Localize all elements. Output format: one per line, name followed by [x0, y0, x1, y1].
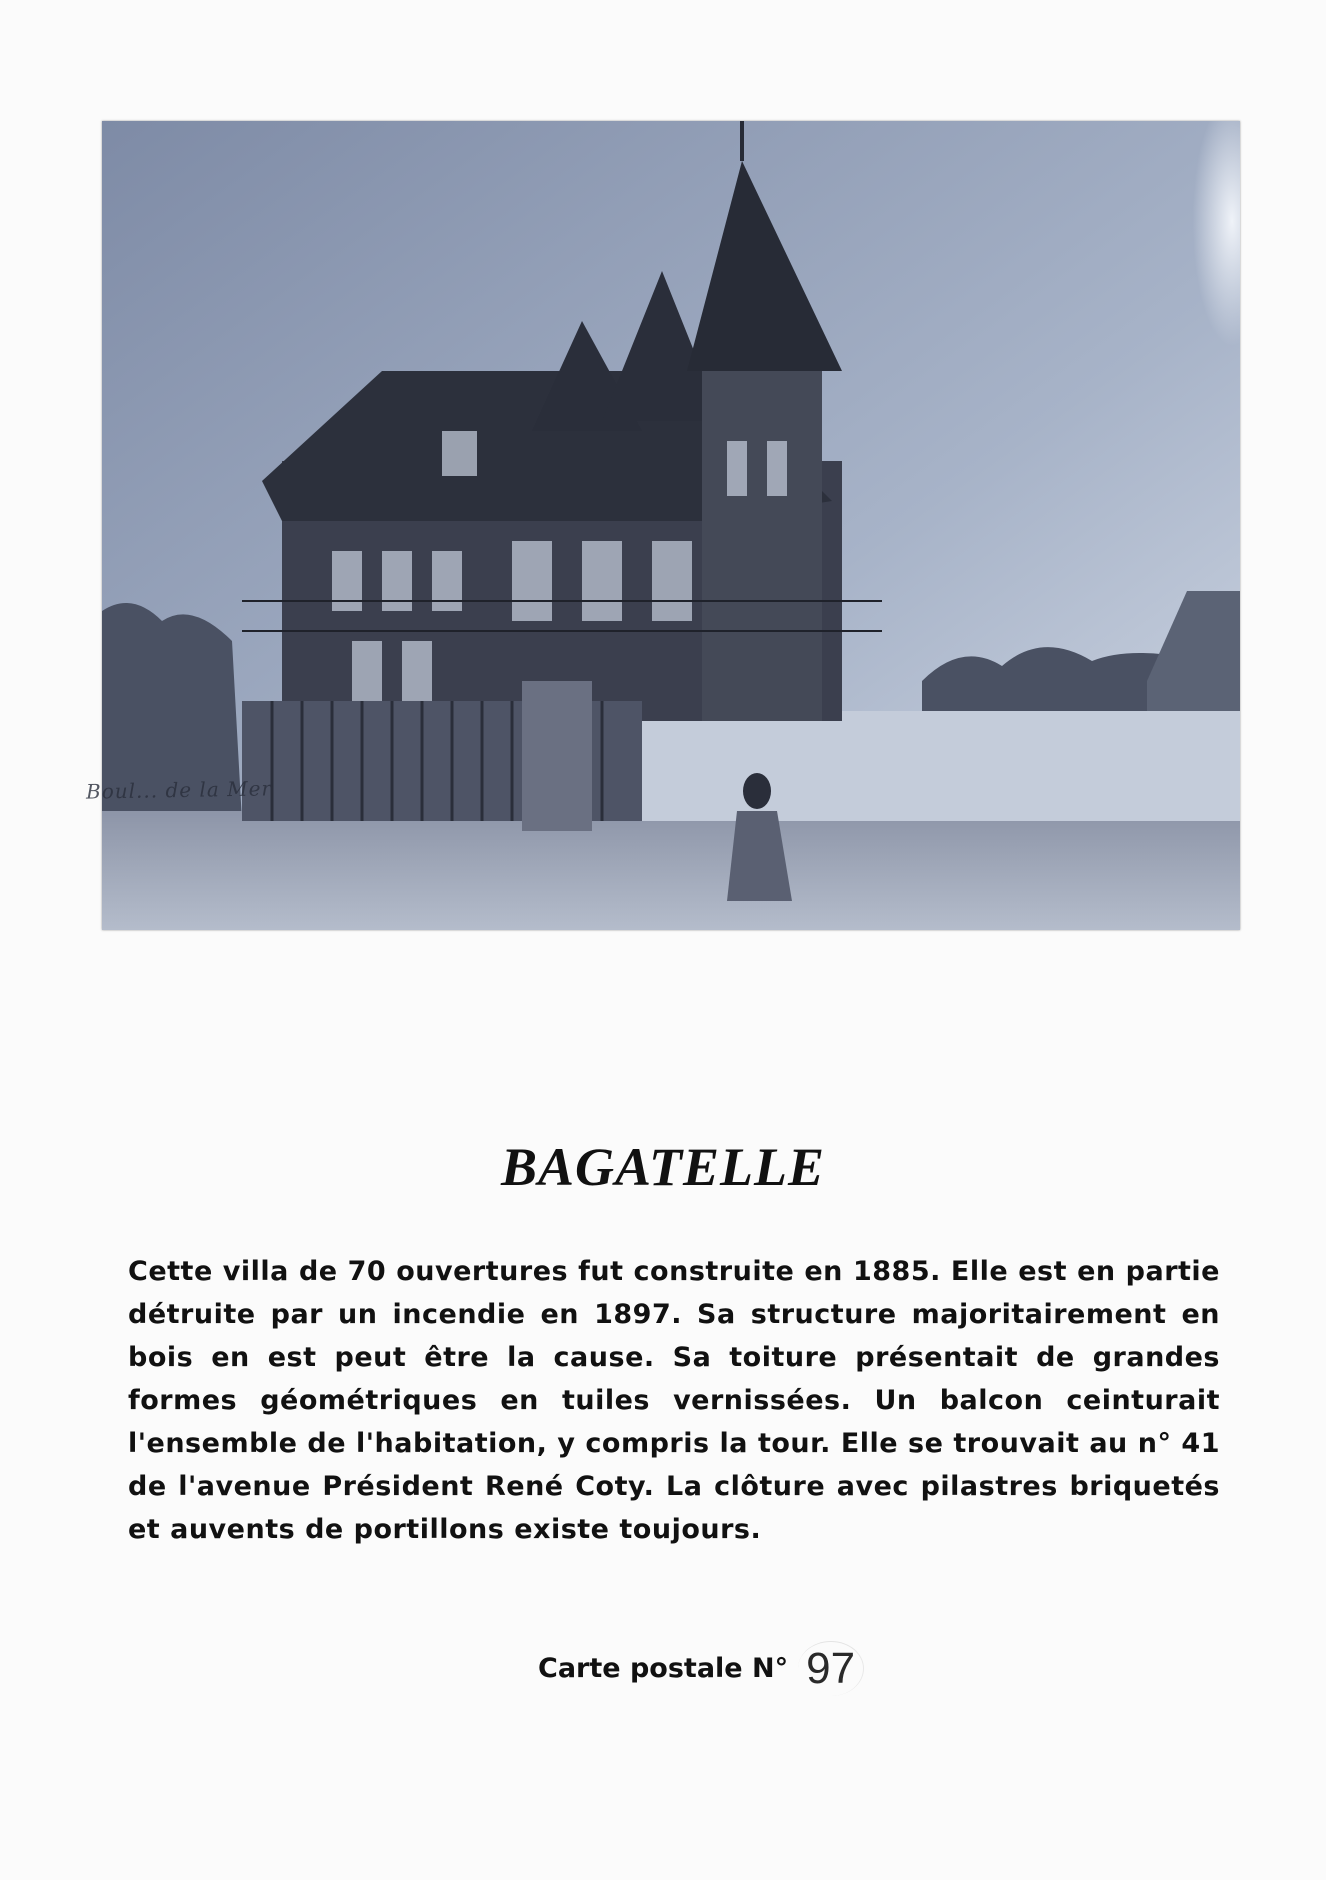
street [102, 811, 1240, 930]
caption-label: Carte postale N° [538, 1652, 789, 1684]
postcard-caption [538, 1640, 864, 1696]
villa-tower [702, 361, 822, 721]
person-head [743, 773, 771, 809]
description-paragraph: Cette villa de 70 ouvertures fut construite en 1885. Elle est en partie détruite par un incendie en 1897. Sa structure majoritairement en bois en est peut être la cause. Sa toiture présentait de grandes formes géométriques en tuiles vernissées. Un balcon ceinturait l'ensemble de l'habitation, y compris la tour. Elle se trouvait au n° 41 de l'avenue Président René Coty. La clôture avec pilastres briquetés et auvents de portillons existe toujours. [128, 1256, 1220, 1545]
villa-illustration [102, 121, 1240, 930]
photo-handwriting: Boul... de la Mer [85, 776, 273, 804]
garden-wall [642, 711, 1240, 821]
postcard-photo [102, 121, 1240, 930]
page-title: BAGATELLE [500, 1137, 826, 1197]
gate-pillar [522, 681, 592, 831]
postcard-number: 97 [798, 1641, 864, 1696]
light-glare [1082, 121, 1240, 621]
